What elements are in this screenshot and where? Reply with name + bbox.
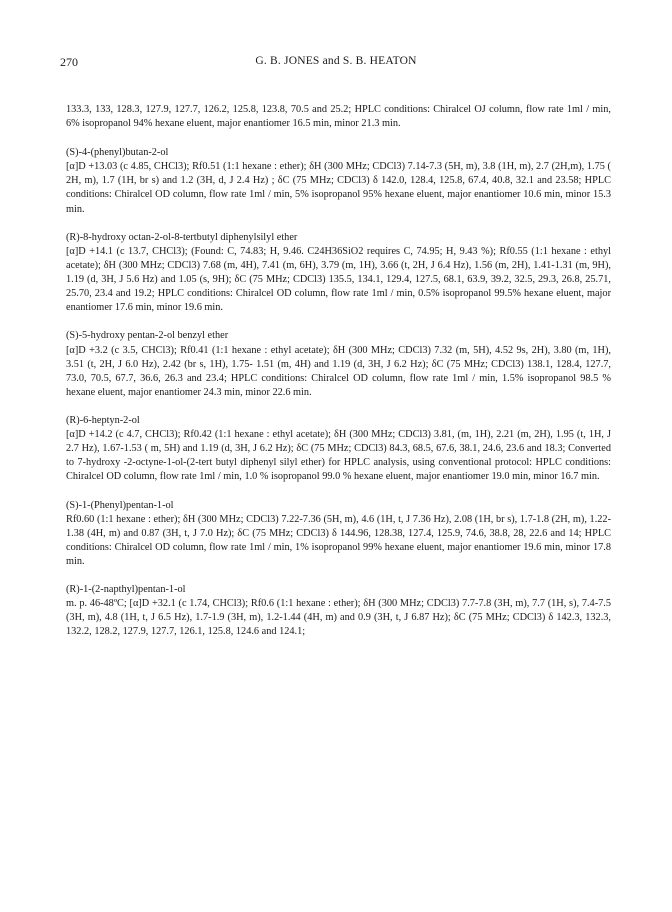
running-head [0,55,672,71]
compound-name: (S)-5-hydroxy pentan-2-ol benzyl ether [66,330,229,342]
compound-name: (R)-1-(2-napthyl)pentan-1-ol [66,584,186,596]
page-number: 270 [60,55,78,69]
compound-name: (R)-8-hydroxy octan-2-ol-8-tertbutyl diphenylsilyl ether [66,231,298,243]
compound-entry [66,414,611,484]
compound-entry [66,231,611,316]
compound-name: (R)-6-heptyn-2-ol [66,414,140,426]
compound-characterization: m. p. 46-48ºC; [α]D +32.1 (c 1.74, CHCl3); Rf0.6 (1:1 hexane : ether); δH (300 MHz; CDCl3) 7.7-7.8 (3H, m), 7.7 (1H, s), 7.4-7.5 (3H, m), 4.8 (1H, t, J 6.5 Hz), 1.7-1.9 (3H, m), 1.2-1.44 (4H, m) and 0.9 (3H, t, J 6.87 Hz); δC (75 MHz; CDCl3) δ 142.3, 132.3, 132.2, 128.2, 127.9, 127.7, 126.1, 125.8, 124.6 and 124.1; [66,598,611,638]
continued-paragraph [66,103,611,131]
compound-characterization: [α]D +14.1 (c 13.7, CHCl3); (Found: C, 74.83; H, 9.46. C24H36SiO2 requires C, 74.95; H, 9.43 %); Rf0.55 (1:1 hexane : ethyl acetate); δH (300 MHz; CDCl3) 7.68 (m, 4H), 7.41 (m, 6H), 3.79 (m, 1H), 3.66 (t, 2H, J 6.4 Hz), 1.56 (m, 2H), 1.41-1.31 (m, 9H), 1.19 (d, 3H, J 5.6 Hz) and 1.05 (s, 9H); δC (75 MHz; CDCl3) 135.5, 134.1, 129.4, 127.5, 68.1, 63.9, 39.2, 32.5, 29.3, 26.8, 25.71, 25.70, 23.4 and 19.2; HPLC conditions: Chiralcel OD column, flow rate 1ml / min, 0.5% isopropanol 99.5% hexane eluent, major enantiomer 17.6 min, minor 19.6 min. [66,245,611,314]
compound-name: (S)-1-(Phenyl)pentan-1-ol [66,499,174,511]
experimental-section [66,103,611,654]
running-head-authors: G. B. JONES and S. B. HEATON [255,55,417,67]
compound-characterization: [α]D +13.03 (c 4.85, CHCl3); Rf0.51 (1:1 hexane : ether); δH (300 MHz; CDCl3) 7.14-7.3 (5H, m), 3.8 (1H, m), 2.7 (2H,m), 1.75 ( 2H, m), 1.7 (1H, br s) and 1.2 (3H, d, J 2.4 Hz) ; δC (75 MHz; CDCl3) δ 142.0, 128.4, 125.8, 67.4, 40.8, 32.1 and 23.58; HPLC conditions: Chiralcel OD column, flow rate 1ml / min, 5% isopropanol 95% hexane eluent, major enantiomer 10.6 min, minor 15.3 min. [66,161,611,215]
compound-characterization: [α]D +3.2 (c 3.5, CHCl3); Rf0.41 (1:1 hexane : ethyl acetate); δH (300 MHz; CDCl3) 7.32 (m, 5H), 4.52 9s, 2H), 3.80 (m, 1H), 3.51 (t, 2H, J 6.0 Hz), 2.42 (br s, 1H), 1.75- 1.51 (m, 4H) and 1.19 (d, 3H, J 6.2 Hz); δC (75 MHz; CDCl3) 138.1, 128.4, 127.7, 73.0, 70.5, 67.7, 36.6, 26.3 and 23.4; HPLC conditions: Chiralcel OD column, flow rate 1ml / min, 1.5% isopropanol 98.5 % hexane eluent, major enantiomer 24.3 min, minor 22.6 min. [66,344,611,398]
compound-characterization: Rf0.60 (1:1 hexane : ether); δH (300 MHz; CDCl3) 7.22-7.36 (5H, m), 4.6 (1H, t, J 7.36 Hz), 2.08 (1H, br s), 1.7-1.8 (2H, m), 1.22-1.38 (4H, m) and 0.87 (3H, t, J 7.0 Hz); δC (75 MHz; CDCl3) δ 144.96, 128.38, 127.4, 125.9, 74.6, 38.8, 28, 22.6 and 14; HPLC conditions: Chiralcel OD column, flow rate 1ml / min, 1% isopropanol 99% hexane eluent, major enantiomer 19.6 min, minor 17.8 min. [66,513,611,567]
compound-name: (S)-4-(phenyl)butan-2-ol [66,147,169,159]
compound-entry [66,583,611,639]
paragraph-text: 133.3, 133, 128.3, 127.9, 127.7, 126.2, 125.8, 123.8, 70.5 and 25.2; HPLC conditions: Chiralcel OJ column, flow rate 1ml / min, 6% isopropanol 94% hexane eluent, major enantiomer 16.5 min, minor 21.3 min. [66,104,611,130]
compound-characterization: [α]D +14.2 (c 4.7, CHCl3); Rf0.42 (1:1 hexane : ethyl acetate); δH (300 MHz; CDCl3) 3.81, (m, 1H), 2.21 (m, 2H), 1.95 (t, 1H, J 2.7 Hz), 1.67-1.53 ( m, 5H) and 1.19 (d, 3H, J 6.2 Hz); δC (75 MHz; CDCl3) 84.3, 68.5, 67.6, 38.1, 24.6, 23.6 and 18.3; Converted to 7-hydroxy -2-octyne-1-ol-(2-tert butyl diphenyl silyl ether) for HPLC analysis, using conventional protocol: HPLC conditions: Chiralcel OD column, flow rate 1ml / min, 1.0 % isopropanol 99.0 % hexane eluent, major enantiomer 19.0 min, minor 16.7 min. [66,429,611,483]
compound-entry [66,499,611,569]
compound-entry [66,329,611,399]
compound-entry [66,146,611,216]
